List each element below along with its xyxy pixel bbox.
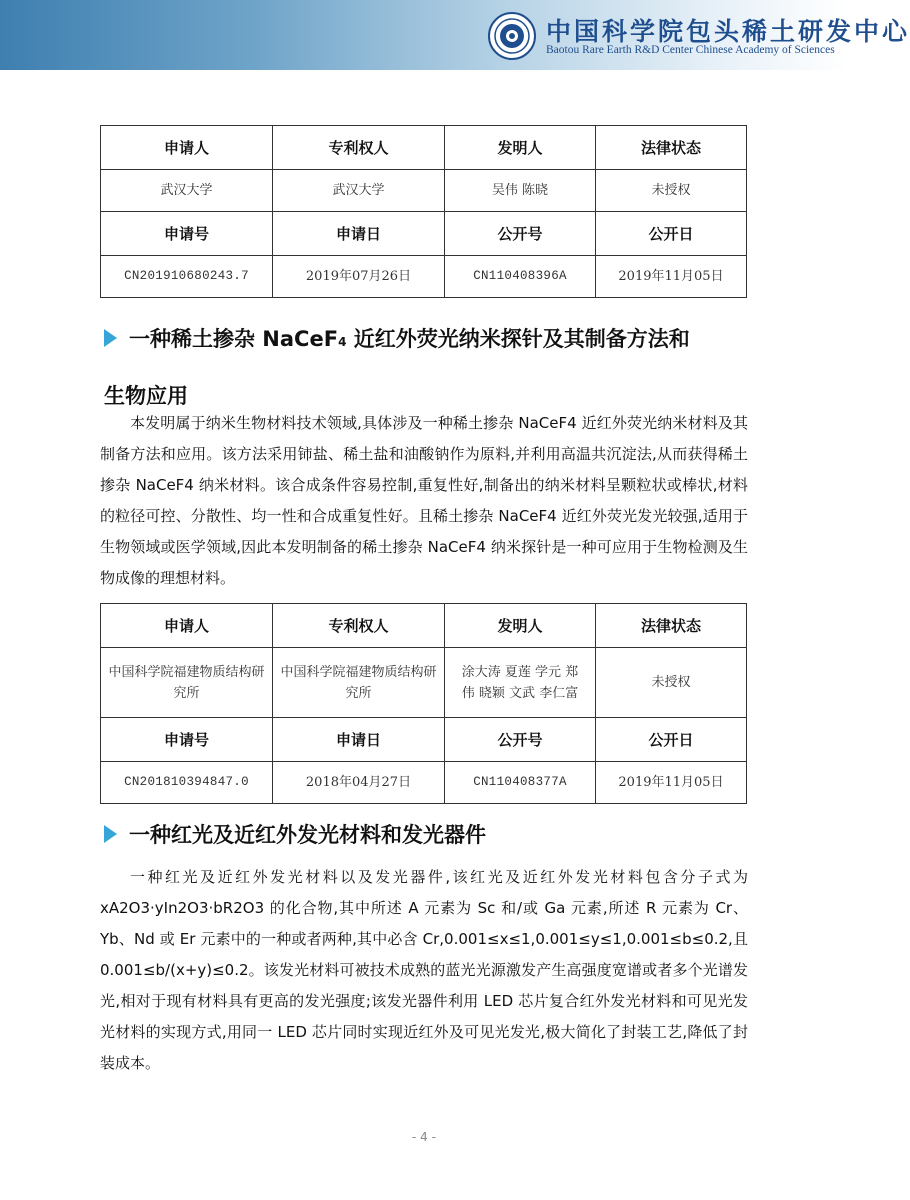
table-header-cell: 申请人: [101, 126, 273, 170]
page-number: - 4 -: [412, 1130, 436, 1144]
table-row: [101, 604, 747, 648]
table-header-cell: 公开号: [445, 212, 596, 256]
table-cell: CN201810394847.0: [101, 762, 273, 804]
table-row: [101, 762, 747, 804]
table-row: [101, 256, 747, 298]
table-cell: CN110408377A: [445, 762, 596, 804]
section-title: 一种红光及近红外发光材料和发光器件: [104, 808, 754, 862]
table-cell: CN201910680243.7: [101, 256, 273, 298]
table-row: [101, 718, 747, 762]
table-cell: 2019年11月05日: [596, 256, 747, 298]
table-header-cell: 发明人: [445, 604, 596, 648]
table-header-cell: 专利权人: [273, 126, 445, 170]
table-header-cell: 法律状态: [596, 604, 747, 648]
cas-logo-icon: [488, 12, 538, 62]
table-cell: 中国科学院福建物质结构研究所: [101, 648, 273, 718]
table-cell: 2018年04月27日: [273, 762, 445, 804]
patent-table-1: [100, 125, 747, 298]
table-row: [101, 212, 747, 256]
header-band: [0, 0, 910, 70]
table-header-cell: 公开日: [596, 718, 747, 762]
table-cell: 2019年07月26日: [273, 256, 445, 298]
section-title-line2: 生物应用: [104, 384, 188, 408]
table-row: [101, 648, 747, 718]
table-header-cell: 申请人: [101, 604, 273, 648]
section-title: 一种稀土掺杂 NaCeF4 近红外荧光纳米探针及其制备方法和 生物应用: [104, 327, 690, 408]
table-cell: 涂大涛 夏莲 学元 郑伟 晓颖 文武 李仁富: [445, 648, 596, 718]
table-cell: 武汉大学: [101, 170, 273, 212]
patent-table-2: [100, 603, 747, 804]
table-row: [101, 126, 747, 170]
table-cell: 未授权: [596, 170, 747, 212]
table-header-cell: 公开号: [445, 718, 596, 762]
section-paragraph: 一种红光及近红外发光材料以及发光器件,该红光及近红外发光材料包含分子式为 xA2O3·yIn2O3·bR2O3 的化合物,其中所述 A 元素为 Sc 和/或 Ga 元素,所述 R 元素为 Cr、Yb、Nd 或 Er 元素中的一种或者两种,其中必含 Cr,0.001≤x≤1,0.001≤y≤1,0.001≤b≤0.2,且 0.001≤b/(x+y)≤0.2。该发光材料可被技术成熟的蓝光光源激发产生高强度宽谱或者多个光谱发光,相对于现有材料具有更高的发光强度;该发光器件利用 LED 芯片复合红外发光材料和可见光发光材料的实现方式,用同一 LED 芯片同时实现近红外及可见光发光,极大简化了封装工艺,降低了封装成本。: [100, 868, 748, 1072]
table-header-cell: 法律状态: [596, 126, 747, 170]
table-header-cell: 申请日: [273, 212, 445, 256]
table-header-cell: 公开日: [596, 212, 747, 256]
table-cell: 吴伟 陈晓: [445, 170, 596, 212]
arrow-bullet-icon: [104, 329, 117, 347]
brand-name-en: Baotou Rare Earth R&D Center Chinese Academy of Sciences: [546, 44, 835, 56]
brand-name-cn: 中国科学院包头稀土研发中心: [546, 17, 910, 46]
table-header-cell: 申请日: [273, 718, 445, 762]
table-row: [101, 170, 747, 212]
table-header-cell: 专利权人: [273, 604, 445, 648]
table-cell: 武汉大学: [273, 170, 445, 212]
table-header-cell: 申请号: [101, 718, 273, 762]
table-header-cell: 发明人: [445, 126, 596, 170]
table-cell: 中国科学院福建物质结构研究所: [273, 648, 445, 718]
table-header-cell: 申请号: [101, 212, 273, 256]
table-cell: 未授权: [596, 648, 747, 718]
table-cell: 2019年11月05日: [596, 762, 747, 804]
section-paragraph: 本发明属于纳米生物材料技术领域,具体涉及一种稀土掺杂 NaCeF4 近红外荧光纳米材料及其制备方法和应用。该方法采用铈盐、稀土盐和油酸钠作为原料,并利用高温共沉淀法,从而获得稀土掺杂 NaCeF4 纳米材料。该合成条件容易控制,重复性好,制备出的纳米材料呈颗粒状或棒状,材料的粒径可控、分散性、均一性和合成重复性好。且稀土掺杂 NaCeF4 近红外荧光发光较强,适用于生物领域或医学领域,因此本发明制备的稀土掺杂 NaCeF4 纳米探针是一种可应用于生物检测及生物成像的理想材料。: [100, 414, 748, 587]
table-cell: CN110408396A: [445, 256, 596, 298]
arrow-bullet-icon: [104, 825, 117, 843]
